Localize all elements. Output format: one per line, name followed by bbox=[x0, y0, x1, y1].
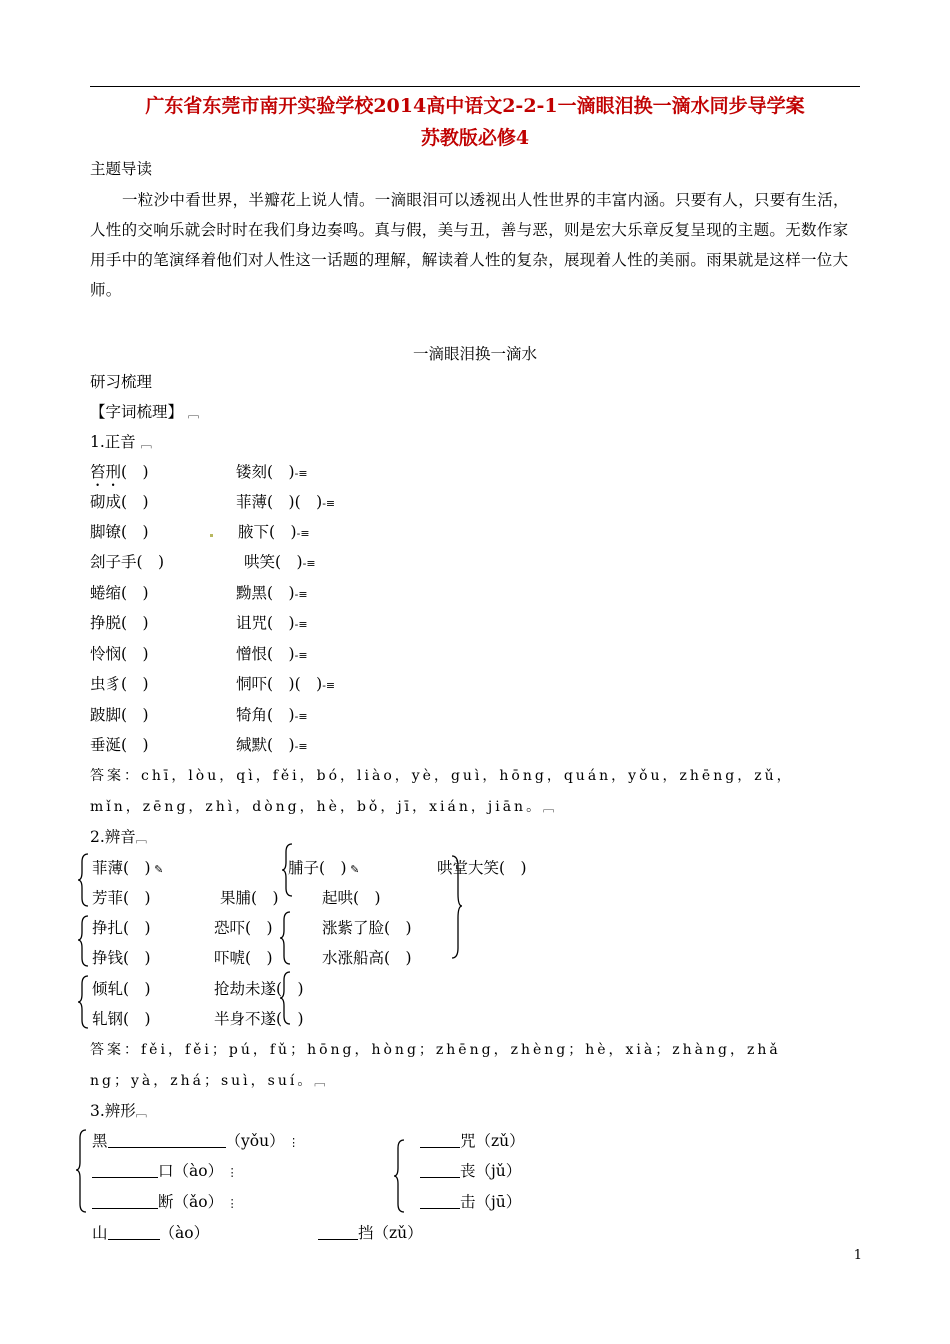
part3-right-item: 丧（jǔ） bbox=[420, 1160, 521, 1182]
part2-answer-line1: 答案：fěi，fěi；pú，fǔ；hōng，hòng；zhēng，zhèng；hè，xià；zhàng，zhǎ bbox=[90, 1042, 781, 1058]
part2-item: 轧钢( ) bbox=[92, 1010, 151, 1028]
part2-item: 脯子( ) ✎ bbox=[288, 859, 360, 877]
part1-left-item: 虫豸( ) bbox=[90, 675, 149, 693]
document-title-line2: 苏教版必修4 bbox=[420, 127, 530, 149]
part1-left-item: 蜷缩( ) bbox=[90, 584, 149, 602]
return-mark-icon: ﹇ bbox=[140, 437, 152, 450]
part3-brace-right bbox=[392, 1136, 408, 1218]
intro-paragraph: 一粒沙中看世界，半瓣花上说人情。一滴眼泪可以透视出人性世界的丰富内涵。只要有人，只要有生活，人性的交响乐就会时时在我们身边奏鸣。真与假，美与丑，善与恶，则是宏大乐章反复呈现的主题。无数作家用手中的笔演绎着他们对人性这一话题的理解，解读着人性的复杂，展现着人性的美丽。雨果就是这样一位大师。 bbox=[90, 191, 849, 299]
part2-item: 菲薄( ) ✎ bbox=[92, 859, 164, 877]
part1-left-item: 跛脚( ) bbox=[90, 706, 149, 724]
part2-item: 涨紫了脸( ) bbox=[322, 919, 412, 937]
part2-answer-line2: ng；yà，zhá；suì，suí。﹇ bbox=[90, 1073, 326, 1089]
part1-right-item: 犄角( )-≡ bbox=[236, 706, 308, 724]
part2-item: 倾轧( ) bbox=[92, 980, 151, 998]
stray-dot bbox=[210, 534, 213, 537]
section-intro-heading: 主题导读 bbox=[90, 160, 153, 178]
lesson-subtitle: 一滴眼泪换一滴水 bbox=[412, 345, 537, 363]
part1-right-item: 镂刻( )-≡ bbox=[236, 463, 308, 481]
return-mark-icon: ﹇ bbox=[187, 407, 199, 420]
part1-answer-line1: 答案：chī，lòu，qì，fěi，bó，liào，yè，guì，hōng，quán，yǒu，zhēng，zǔ， bbox=[90, 768, 794, 784]
part1-right-item: 哄笑( )-≡ bbox=[244, 553, 316, 571]
part2-heading: 2.辨音﹇ bbox=[90, 828, 147, 846]
section-study-heading: 研习梳理 bbox=[90, 373, 153, 391]
part3-left-item: 黑 （yǒu） ⋮ bbox=[92, 1132, 300, 1150]
part1-right-item: 诅咒( )-≡ bbox=[236, 614, 308, 632]
part2-item: 挣钱( ) bbox=[92, 949, 151, 967]
part1-left-item: 挣脱( ) bbox=[90, 614, 149, 632]
part2-item: 半身不遂( ) bbox=[214, 1010, 304, 1028]
part2-item: 恐吓( ) bbox=[214, 919, 273, 937]
part2-item: 挣扎( ) bbox=[92, 919, 151, 937]
part3-last-left: 山 （ào） bbox=[92, 1224, 210, 1242]
part1-right-item: 黝黑( )-≡ bbox=[236, 584, 308, 602]
part1-answer-line2: mǐn，zēng，zhì，dòng，hè，bǒ，jī，xián，jiān。﹇ bbox=[90, 799, 555, 815]
part3-brace-left bbox=[74, 1126, 90, 1218]
part1-left-item: 脚镣( ) bbox=[90, 523, 149, 541]
part3-left-item: 口（ào） ⋮ bbox=[92, 1160, 238, 1184]
part1-right-item: 憎恨( )-≡ bbox=[236, 645, 308, 663]
header-rule bbox=[90, 86, 860, 87]
part1-right-item: 恫吓( )( )-≡ bbox=[236, 675, 336, 693]
part3-left-item: 断（ǎo） ⋮ bbox=[92, 1191, 238, 1215]
part3-heading: 3.辨形﹇ bbox=[90, 1102, 147, 1120]
part2-item: 芳菲( ) bbox=[92, 889, 151, 907]
part1-right-item: 腋下( )-≡ bbox=[238, 523, 310, 541]
page-number: 1 bbox=[853, 1248, 862, 1263]
part1-left-item: 垂涎( ) bbox=[90, 736, 149, 754]
part1-right-item: 缄默( )-≡ bbox=[236, 736, 308, 754]
part3-last-right: 挡（zǔ） bbox=[318, 1222, 423, 1244]
part2-braces-left bbox=[76, 850, 92, 1046]
section-words-label: 【字词梳理】 bbox=[90, 403, 184, 421]
part2-item: 水涨船高( ) bbox=[322, 949, 412, 967]
part1-title: 1.正音 bbox=[90, 433, 136, 451]
part2-item: 吓唬( ) bbox=[214, 949, 273, 967]
part3-right-item: 咒（zǔ） bbox=[420, 1130, 525, 1152]
part2-brace-mid2 bbox=[278, 910, 294, 966]
section-words-heading bbox=[90, 401, 199, 425]
part2-item: 抢劫未遂( ) bbox=[214, 980, 304, 998]
part2-item: 果脯( ) bbox=[220, 889, 279, 907]
part1-left-item: 砌成( ) bbox=[90, 493, 149, 511]
part1-left-item: 笞刑( ) bbox=[90, 463, 149, 481]
part1-right-item: 菲薄( )( )-≡ bbox=[236, 493, 336, 511]
part1-left-item: 刽子手( ) bbox=[90, 553, 165, 571]
part1-left-item: 怜悯( ) bbox=[90, 645, 149, 663]
part2-item: 哄堂大笑( ) bbox=[437, 859, 527, 877]
document-title-line1: 广东省东莞市南开实验学校2014高中语文2-2-1一滴眼泪换一滴水同步导学案 bbox=[145, 95, 805, 117]
part3-right-item: 击（jū） bbox=[420, 1191, 521, 1213]
part2-item: 起哄( ) bbox=[322, 889, 381, 907]
part1-heading bbox=[90, 431, 152, 455]
